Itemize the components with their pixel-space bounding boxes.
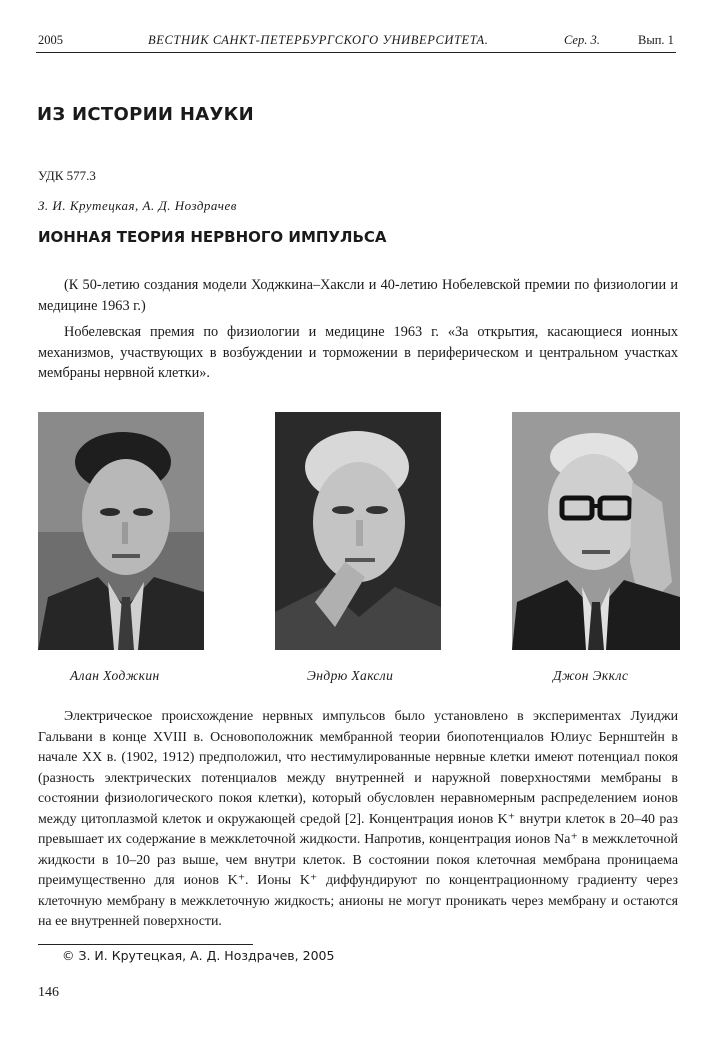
header-year: 2005 bbox=[38, 33, 63, 47]
caption-hodgkin: Алан Ходжкин bbox=[70, 668, 160, 683]
section-title: ИЗ ИСТОРИИ НАУКИ bbox=[37, 104, 255, 125]
page-number: 146 bbox=[38, 985, 59, 1000]
dedication-paragraph: (К 50-летию создания модели Ходжкина–Хаксли и 40-летию Нобелевской премии по физиологии и медицине 1963 г.) bbox=[38, 277, 678, 314]
article-authors: З. И. Крутецкая, А. Д. Ноздрачев bbox=[38, 198, 237, 213]
header-rule bbox=[36, 52, 676, 53]
portrait-eccles bbox=[512, 412, 680, 650]
header-series: Сер. 3. bbox=[564, 33, 600, 47]
running-header bbox=[38, 33, 679, 51]
copyright-notice: © З. И. Крутецкая, А. Д. Ноздрачев, 2005 bbox=[62, 948, 335, 963]
caption-eccles: Джон Экклс bbox=[553, 668, 629, 683]
caption-huxley: Эндрю Хаксли bbox=[307, 668, 394, 683]
nobel-paragraph: Нобелевская премия по физиологии и медицине 1963 г. «За открытия, касающиеся ионных механизмов, участвующих в возбуждении и торможении в периферическом и центральном участках мембраны нервной клетки». bbox=[38, 324, 678, 381]
portrait-huxley bbox=[275, 412, 441, 650]
footnote-rule bbox=[38, 944, 253, 945]
body-paragraph: Электрическое происхождение нервных импульсов было установлено в экспериментах Луиджи Гальвани в конце XVIII в. Основоположник мембранной теории биопотенциалов Юлиус Бернштейн в начале XX в. (1902, 1912) предположил, что нестимулированные нервные клетки имеют потенциал покоя (разность электрических потенциалов между внутренней и наружной поверхностями мембраны в состоянии физиологического покоя клетки), который обусловлен неравномерным распределением ионов между цитоплазмой клеток и окружающей средой [2]. Концентрация ионов K⁺ внутри клеток в 20–40 раз превышает их содержание в межклеточной жидкости. Напротив, концентрация ионов Na⁺ в межклеточной жидкости в 10–20 раз выше, чем внутри клеток. В состоянии покоя клеточная мембрана проницаема преимущественно для ионов K⁺. Ионы K⁺ диффундируют по концентрационному градиенту через клеточную мембрану в межклеточную жидкость; анионы не могут проникать через мембрану и остаются на ее внутренней поверхности. bbox=[38, 709, 678, 929]
header-issue: Вып. 1 bbox=[638, 33, 674, 47]
header-journal: ВЕСТНИК САНКТ-ПЕТЕРБУРГСКОГО УНИВЕРСИТЕТА. bbox=[148, 33, 489, 47]
udk-code: УДК 577.3 bbox=[38, 168, 96, 183]
portrait-hodgkin bbox=[38, 412, 204, 650]
article-title: ИОННАЯ ТЕОРИЯ НЕРВНОГО ИМПУЛЬСА bbox=[38, 228, 387, 246]
